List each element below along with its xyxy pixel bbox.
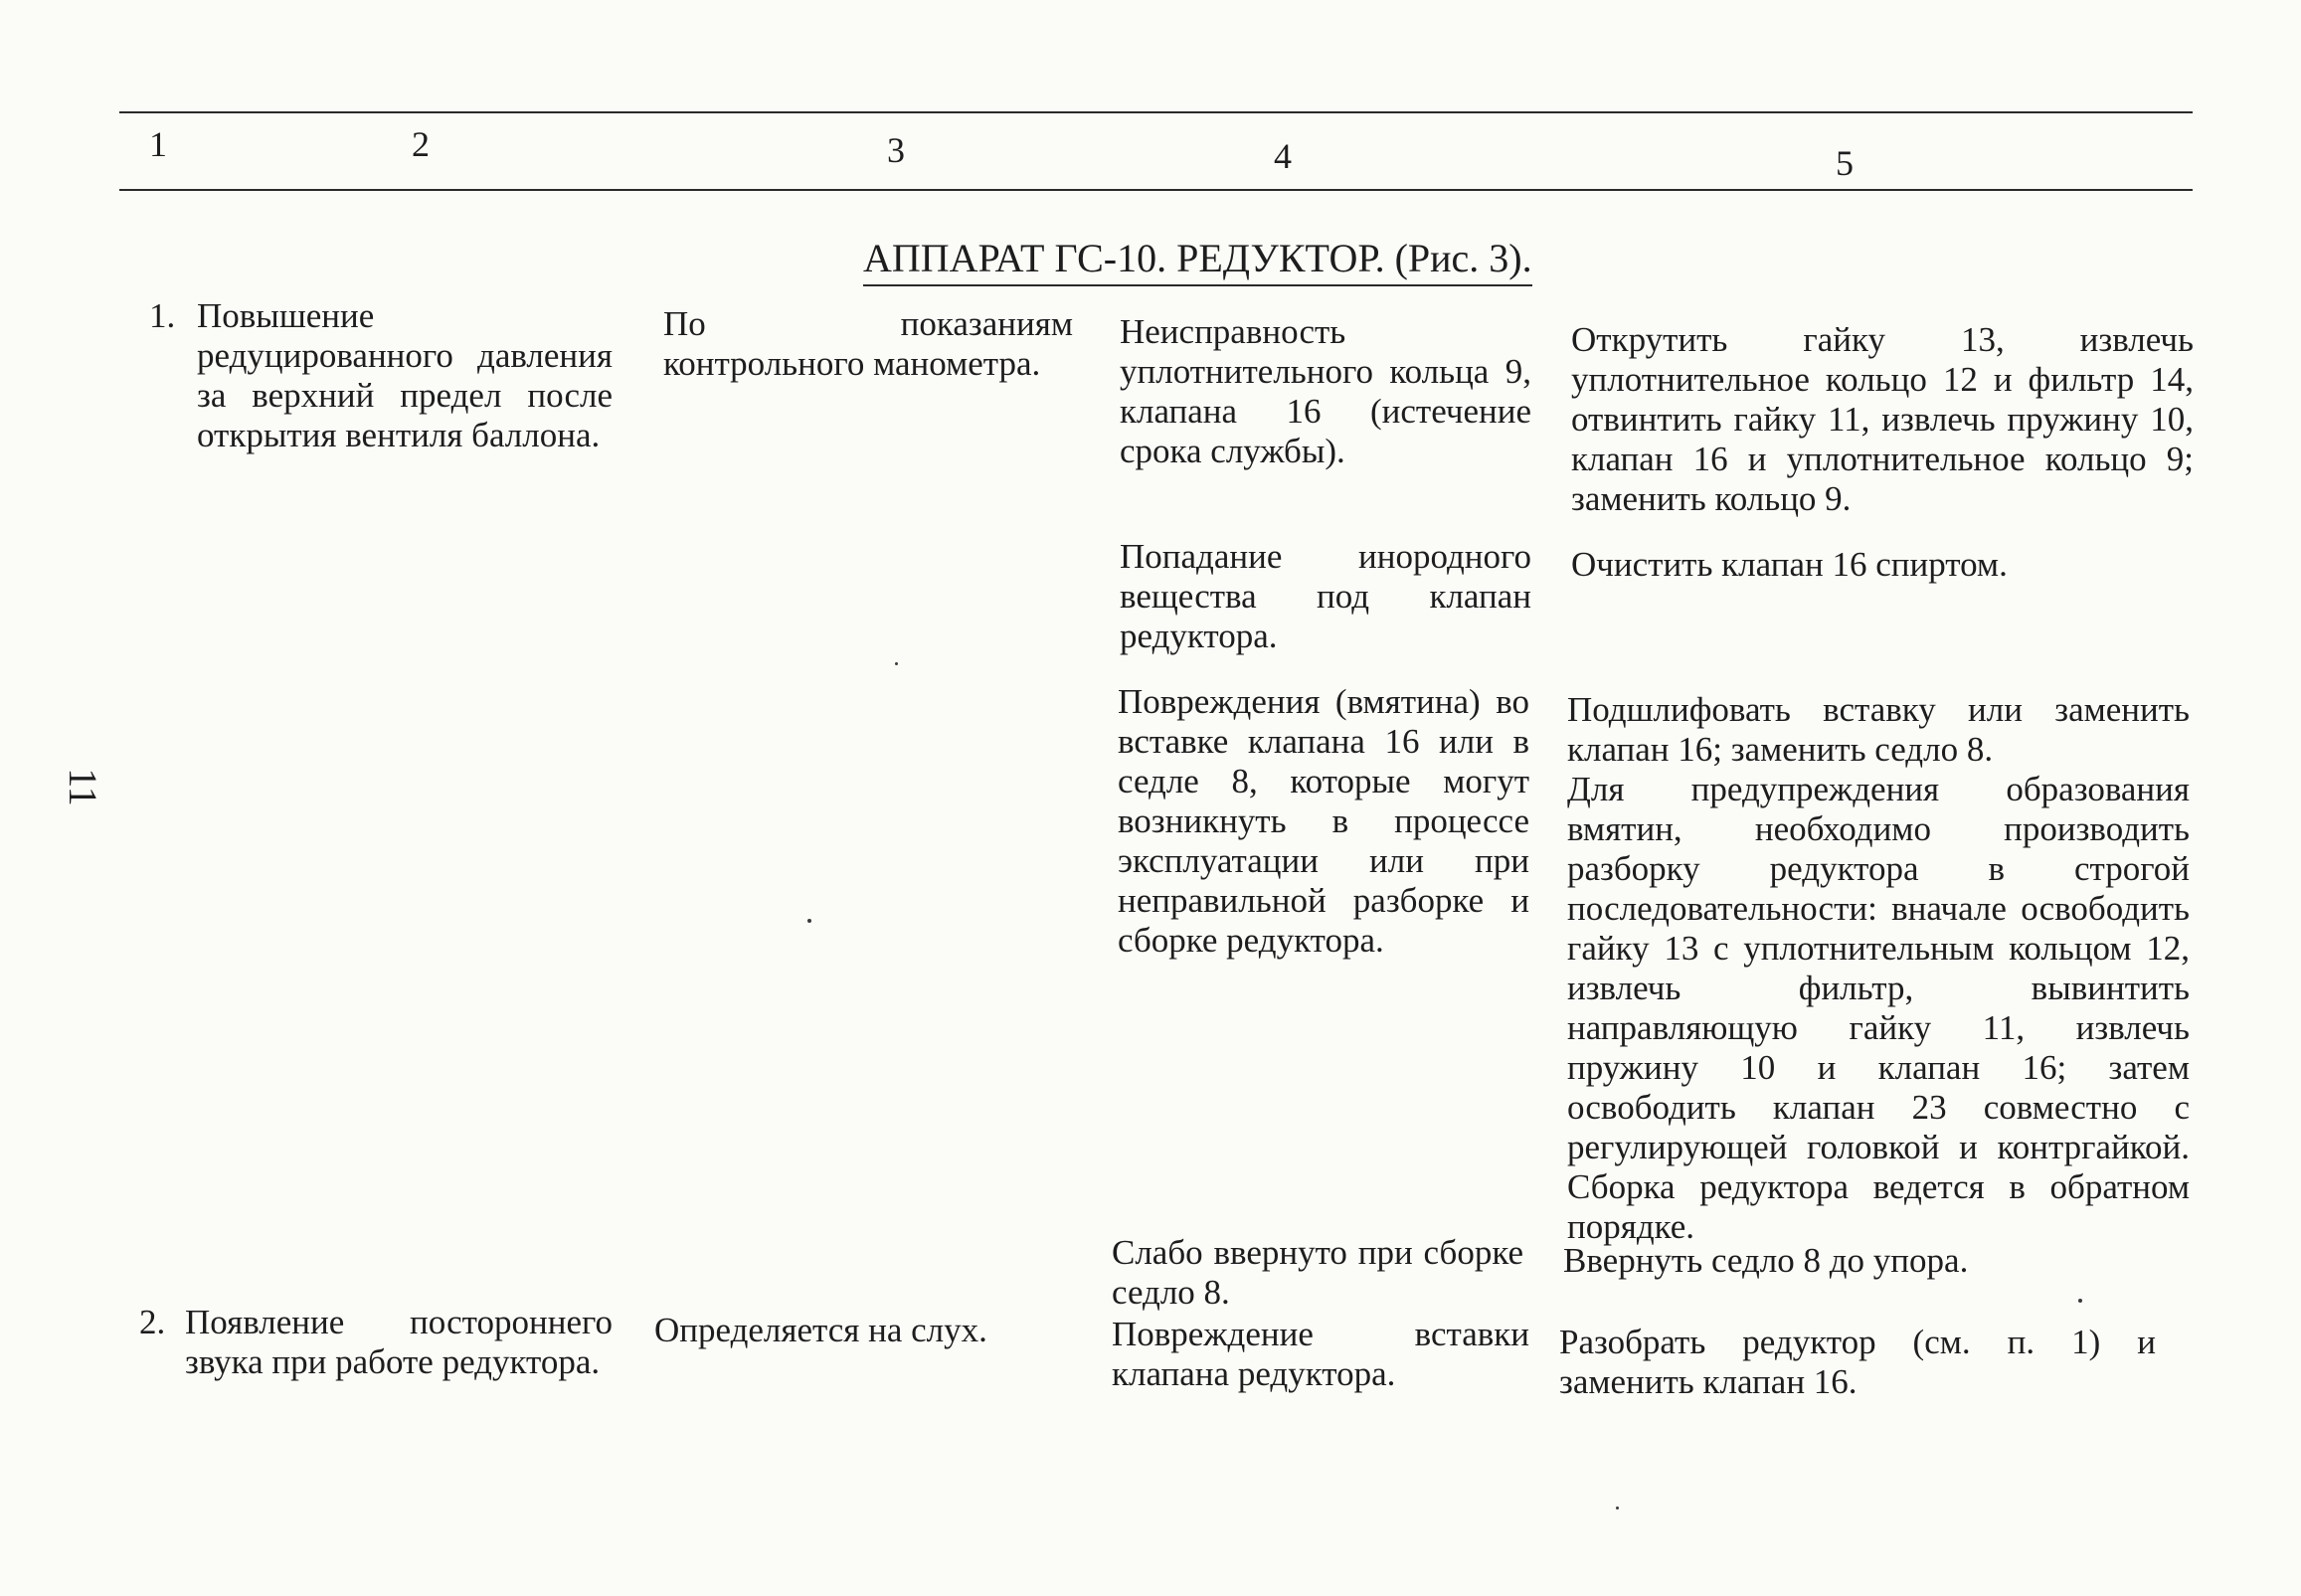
- header-bottom-rule: [119, 189, 2193, 191]
- scan-speck: [1616, 1507, 1619, 1509]
- detection-text: Определяется на слух.: [654, 1311, 987, 1349]
- scan-speck: [807, 919, 811, 923]
- column-header-4: 4: [1274, 136, 1292, 176]
- header-top-rule: [119, 111, 2193, 113]
- scan-speck: [2078, 1299, 2082, 1303]
- row-number: 1.: [149, 296, 176, 335]
- column-header-3: 3: [887, 130, 905, 170]
- cause-text: Повреждения (вмятина) во вставке клапана 16 или в седле 8, которые могут возникнуть в процессе эксплуатации или при неправильной разборке и сборке редуктора.: [1118, 682, 1529, 960]
- page-number: 11: [60, 768, 105, 806]
- cause-text: Слабо ввернуто при сборке седло 8.: [1112, 1233, 1523, 1312]
- detection-text: По показаниям контрольного манометра.: [663, 304, 1073, 383]
- remedy-text: Ввернуть седло 8 до упора.: [1563, 1241, 1969, 1280]
- remedy-text: Разобрать редуктор (см. п. 1) и заменить клапан 16.: [1559, 1323, 2156, 1401]
- section-title: АППАРАТ ГС-10. РЕДУКТОР. (Рис. 3).: [863, 235, 1532, 286]
- remedy-text: Очистить клапан 16 спиртом.: [1571, 545, 2008, 584]
- malfunction-text: Появление постороннего звука при работе редуктора.: [185, 1303, 613, 1381]
- column-header-5: 5: [1836, 143, 1854, 183]
- cause-text: Неисправность уплотнительного кольца 9, клапана 16 (истечение срока службы).: [1120, 312, 1531, 470]
- column-header-2: 2: [412, 124, 430, 164]
- remedy-text: Открутить гайку 13, извлечь уплотнительное кольцо 12 и фильтр 14, отвинтить гайку 11, извлечь пружину 10, клапан 16 и уплотнительное кольцо 9; заменить кольцо 9.: [1571, 320, 2194, 518]
- cause-text: Попадание инородного вещества под клапан редуктора.: [1120, 537, 1531, 655]
- malfunction-text: Повышение редуцированного давления за верхний предел после открытия вентиля баллона.: [197, 296, 613, 454]
- scan-speck: [895, 662, 898, 665]
- cause-text: Повреждение вставки клапана редуктора.: [1112, 1315, 1529, 1393]
- remedy-text: Подшлифовать вставку или заменить клапан 16; заменить седло 8.: [1567, 690, 2190, 769]
- remedy-note-text: Для предупреждения образования вмятин, необходимо производить разборку редуктора в строгой последовательности: вначале освободить гайку 13 с уплотнительным кольцом 12, извлечь фильтр, вывинтить направляющую гайку 11, извлечь пружину 10 и клапан 16; затем освободить клапан 23 совместно с регулирующей головкой и контргайкой. Сборка редуктора ведется в обратном порядке.: [1567, 770, 2190, 1246]
- row-number: 2.: [139, 1303, 166, 1341]
- column-header-1: 1: [149, 124, 167, 164]
